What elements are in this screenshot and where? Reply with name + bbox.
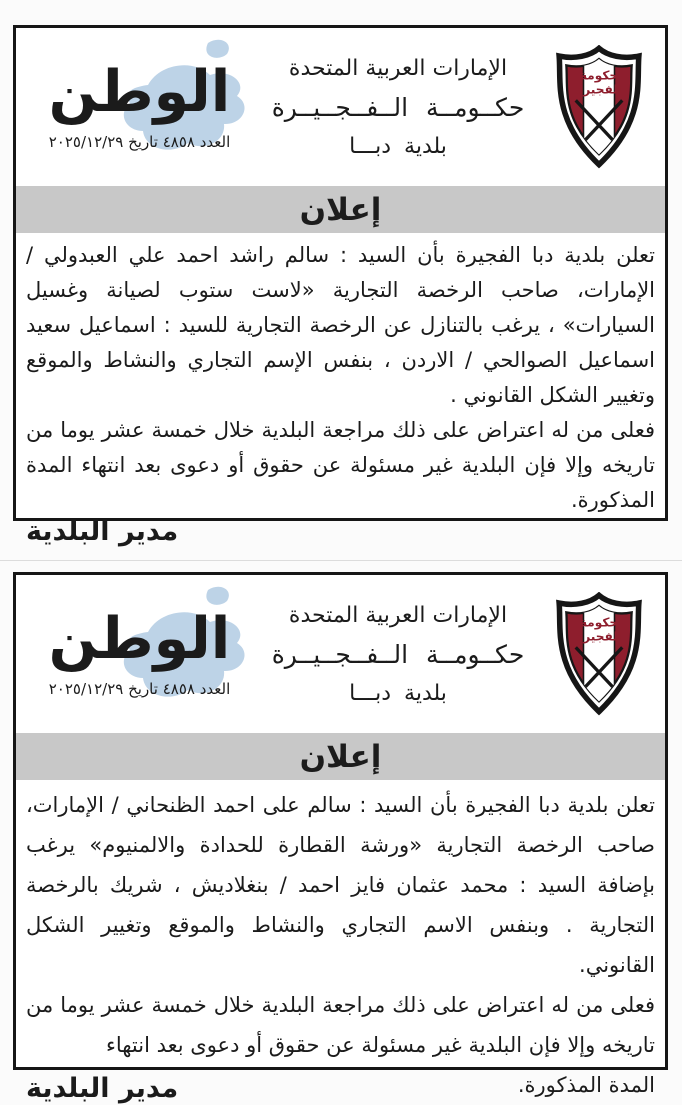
government-heading xyxy=(257,56,539,159)
emblem-calligraphy-line2: الفجيرة xyxy=(576,82,622,97)
government-name: حكــومــة الــفــجــيــرة xyxy=(271,639,525,669)
announcement-paragraph-2: فعلى من له اعتراض على ذلك مراجعة البلدية خلال خمسة عشر يوما من تاريخه وإلا فإن البلدية غير مسئولة عن حقوق أو دعوى بعد انتهاء xyxy=(26,993,655,1057)
country-name: الإمارات العربية المتحدة xyxy=(288,55,508,81)
fujairah-emblem-icon xyxy=(539,592,659,716)
issue-date-line: العدد ٤٨٥٨ تاريخ ٢٠٢٥/١٢/٢٩ xyxy=(48,679,231,698)
emblem-calligraphy-line1: حكومة xyxy=(579,68,619,83)
page-divider xyxy=(0,560,682,561)
announcement-banner-title: إعلان xyxy=(299,738,382,775)
government-heading xyxy=(257,603,539,706)
announcement-card-1 xyxy=(13,25,668,547)
newspaper-brand xyxy=(22,59,257,151)
newspaper-brand xyxy=(22,606,257,698)
fujairah-emblem-icon xyxy=(539,45,659,169)
shield-icon xyxy=(543,45,655,169)
shield-icon xyxy=(543,592,655,716)
municipality-director-signature: مدير البلدية xyxy=(26,516,179,547)
announcement-body xyxy=(16,233,665,548)
municipality-director-signature: مدير البلدية xyxy=(26,1072,179,1104)
closing-text: المدة المذكورة. xyxy=(517,1073,655,1097)
government-name: حكــومــة الــفــجــيــرة xyxy=(271,92,525,122)
announcement-card-2 xyxy=(13,572,668,1104)
emblem-calligraphy-line1: حكومة xyxy=(579,615,619,630)
announcement-paragraph-1: تعلن بلدية دبا الفجيرة بأن السيد : سالم راشد احمد علي العبدولي / الإمارات، صاحب الرخصة التجارية «لاست ستوب لصيانة وغسيل السيارات» ، يرغب بالتنازل عن الرخصة التجارية للسيد : اسماعيل سعيد اسماعيل الصوالحي / الاردن ، بنفس الإسم التجاري والنشاط والموقع وتغيير الشكل القانوني . xyxy=(26,243,655,407)
newspaper-logo: الوطن xyxy=(48,59,231,126)
card-header xyxy=(16,28,665,186)
municipality-name: بلدية دبـــا xyxy=(349,133,447,159)
country-name: الإمارات العربية المتحدة xyxy=(288,602,508,628)
newspaper-logo: الوطن xyxy=(48,606,231,673)
emblem-calligraphy-line2: الفجيرة xyxy=(576,629,622,644)
announcement-paragraph-2: فعلى من له اعتراض على ذلك مراجعة البلدية خلال خمسة عشر يوما من تاريخه وإلا فإن البلدية غير مسئولة عن حقوق أو دعوى بعد انتهاء المدة المذكورة. xyxy=(26,418,655,512)
municipality-name: بلدية دبـــا xyxy=(349,680,447,706)
closing-row xyxy=(26,1065,655,1105)
announcement-banner-title: إعلان xyxy=(299,191,382,228)
card-header xyxy=(16,575,665,733)
issue-date-line: العدد ٤٨٥٨ تاريخ ٢٠٢٥/١٢/٢٩ xyxy=(48,132,231,151)
announcement-paragraph-1: تعلن بلدية دبا الفجيرة بأن السيد : سالم على احمد الظنحاني / الإمارات، صاحب الرخصة التجارية «ورشة القطارة للحدادة والالمنيوم» يرغب بإضافة السيد : محمد عثمان فايز احمد / بنغلاديش ، شريك بالرخصة التجارية . وبنفس الاسم التجاري والنشاط والموقع وتغيير الشكل القانوني. xyxy=(26,793,655,977)
announcement-body xyxy=(16,780,665,1105)
